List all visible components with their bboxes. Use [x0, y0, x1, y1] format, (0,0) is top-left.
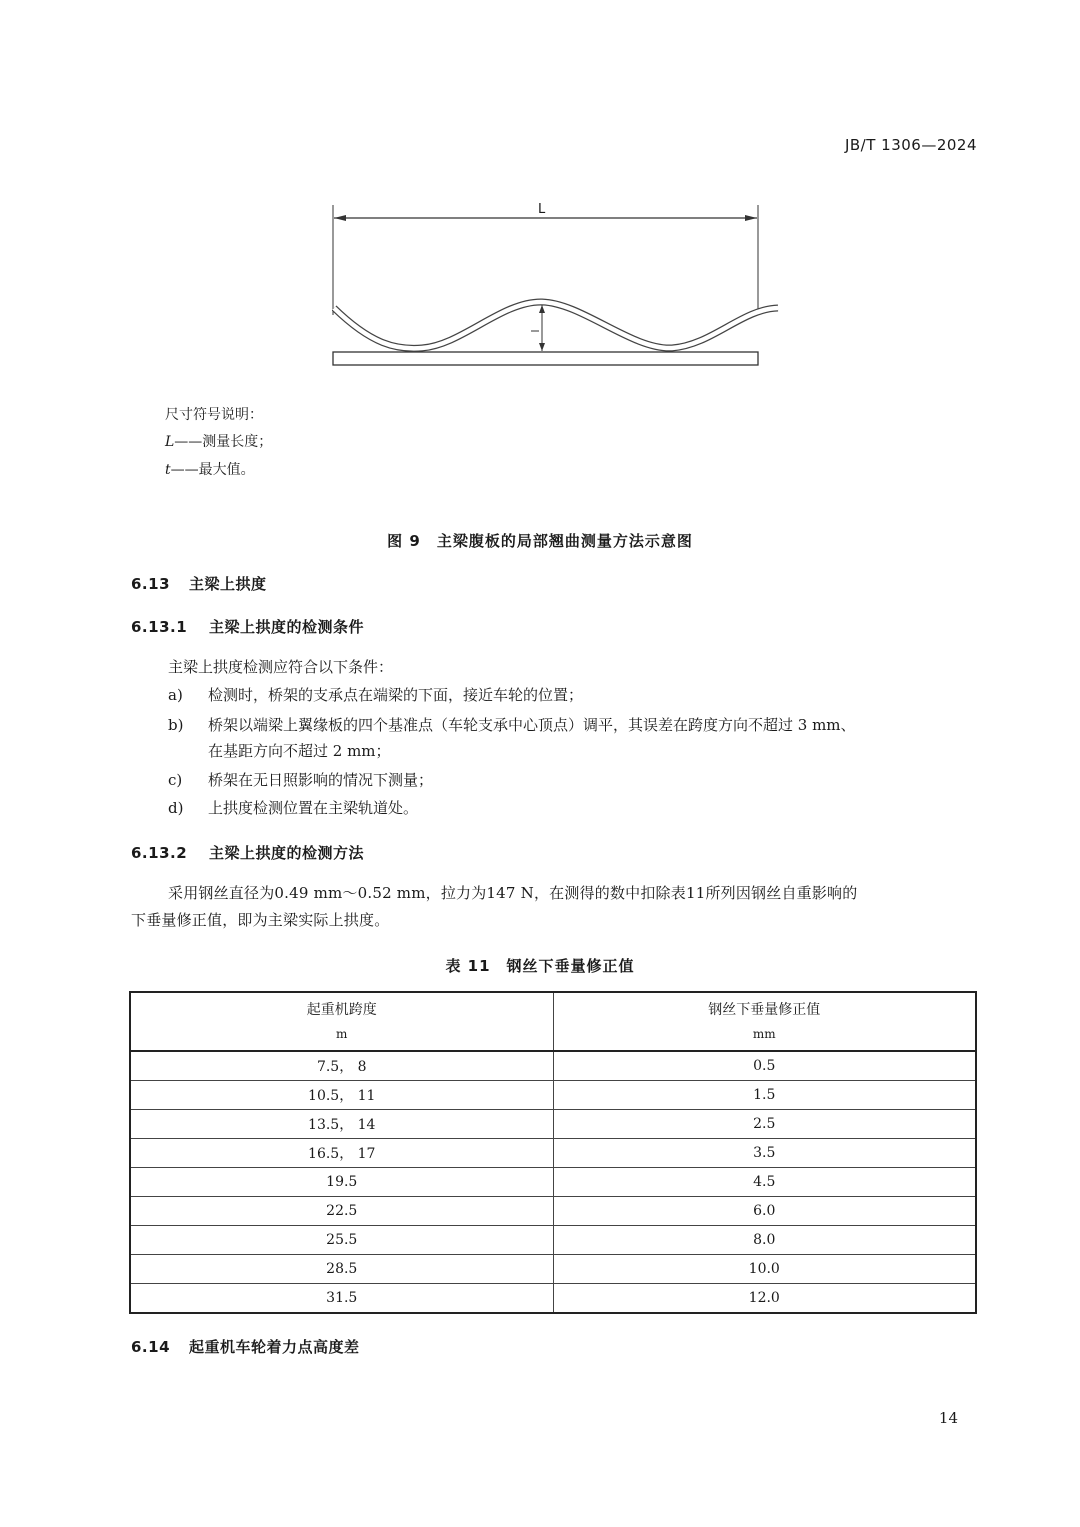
- section-title: 主梁上拱度: [189, 575, 267, 593]
- list-item-mark: b): [168, 716, 184, 734]
- section-heading-6-13: [131, 573, 267, 594]
- section-number: 6.14: [131, 1338, 171, 1356]
- warping-diagram: [332, 202, 780, 370]
- list-item-text: 桥架在无日照影响的情况下测量；: [208, 771, 434, 789]
- cell-span: 16.5， 17: [130, 1139, 553, 1168]
- table-caption: 表 11 钢丝下垂量修正值: [445, 957, 635, 975]
- cell-correction: 1.5: [553, 1081, 976, 1110]
- list-item-mark: d): [168, 799, 184, 817]
- list-item-text: 检测时，桥架的支承点在端梁的下面，接近车轮的位置；: [208, 686, 584, 704]
- legend-item-t: [165, 460, 255, 480]
- section-title: 起重机车轮着力点高度差: [189, 1338, 360, 1356]
- table-row: [130, 1139, 976, 1168]
- section-heading-6-14: [131, 1336, 360, 1357]
- section-number: 6.13.1: [131, 618, 188, 636]
- table-header-row: [130, 992, 976, 1051]
- cell-correction: 4.5: [553, 1168, 976, 1197]
- method-paragraph-line1: 采用钢丝直径为0.49 mm～0.52 mm，拉力为147 N，在测得的数中扣除表11所列因钢丝自重影响的: [168, 884, 858, 902]
- header-unit: mm: [752, 1026, 776, 1041]
- legend-text: ——最大值。: [170, 462, 255, 478]
- method-paragraph-line2: 下垂量修正值，即为主梁实际上拱度。: [131, 911, 390, 929]
- table-row: [130, 1255, 976, 1284]
- page-number: 14: [938, 1409, 958, 1427]
- cell-span: 10.5， 11: [130, 1081, 553, 1110]
- legend-text: ——测量长度；: [174, 434, 273, 450]
- figure-caption: 图 9 主梁腹板的局部翘曲测量方法示意图: [387, 532, 693, 550]
- cell-correction: 6.0: [553, 1197, 976, 1226]
- list-item-mark: c): [168, 771, 183, 789]
- cell-span: 13.5， 14: [130, 1110, 553, 1139]
- table-row: [130, 1197, 976, 1226]
- section-number: 6.13.2: [131, 844, 188, 862]
- section-title: 主梁上拱度的检测方法: [209, 844, 365, 862]
- cell-correction: 8.0: [553, 1226, 976, 1255]
- legend-symbol: L: [165, 434, 175, 450]
- table-row: [130, 1110, 976, 1139]
- table-row: [130, 1051, 976, 1081]
- section-number: 6.13: [131, 575, 171, 593]
- cell-span: 31.5: [130, 1284, 553, 1314]
- document-code: JB/T 1306—2024: [844, 136, 977, 154]
- conditions-intro: 主梁上拱度检测应符合以下条件：: [168, 658, 394, 676]
- correction-table: [129, 991, 977, 1314]
- list-item-text-cont: 在基距方向不超过 2 mm；: [208, 742, 391, 760]
- section-heading-6-13-2: [131, 842, 364, 863]
- cell-correction: 3.5: [553, 1139, 976, 1168]
- cell-span: 19.5: [130, 1168, 553, 1197]
- cell-correction: 10.0: [553, 1255, 976, 1284]
- legend-title: 尺寸符号说明：: [165, 407, 263, 423]
- cell-correction: 12.0: [553, 1284, 976, 1314]
- cell-correction: 2.5: [553, 1110, 976, 1139]
- dimension-label-L: L: [538, 202, 546, 217]
- legend-item-L: [165, 432, 272, 452]
- column-header-correction: [553, 992, 976, 1051]
- list-item-mark: a): [168, 686, 183, 704]
- legend-symbol: t: [165, 462, 171, 478]
- table-row: [130, 1168, 976, 1197]
- header-label: 钢丝下垂量修正值: [708, 1001, 821, 1018]
- cell-span: 28.5: [130, 1255, 553, 1284]
- section-heading-6-13-1: [131, 616, 364, 637]
- table-row: [130, 1081, 976, 1110]
- table-row: [130, 1226, 976, 1255]
- cell-span: 22.5: [130, 1197, 553, 1226]
- cell-span: 25.5: [130, 1226, 553, 1255]
- header-label: 起重机跨度: [306, 1001, 377, 1018]
- cell-span: 7.5， 8: [130, 1051, 553, 1081]
- header-unit: m: [336, 1026, 348, 1041]
- list-item-text: 桥架以端梁上翼缘板的四个基准点（车轮支承中心顶点）调平，其误差在跨度方向不超过 3 mm、: [208, 716, 856, 734]
- table-row: [130, 1284, 976, 1314]
- list-item-text: 上拱度检测位置在主梁轨道处。: [208, 799, 419, 817]
- column-header-span: [130, 992, 553, 1051]
- section-title: 主梁上拱度的检测条件: [209, 618, 365, 636]
- cell-correction: 0.5: [553, 1051, 976, 1081]
